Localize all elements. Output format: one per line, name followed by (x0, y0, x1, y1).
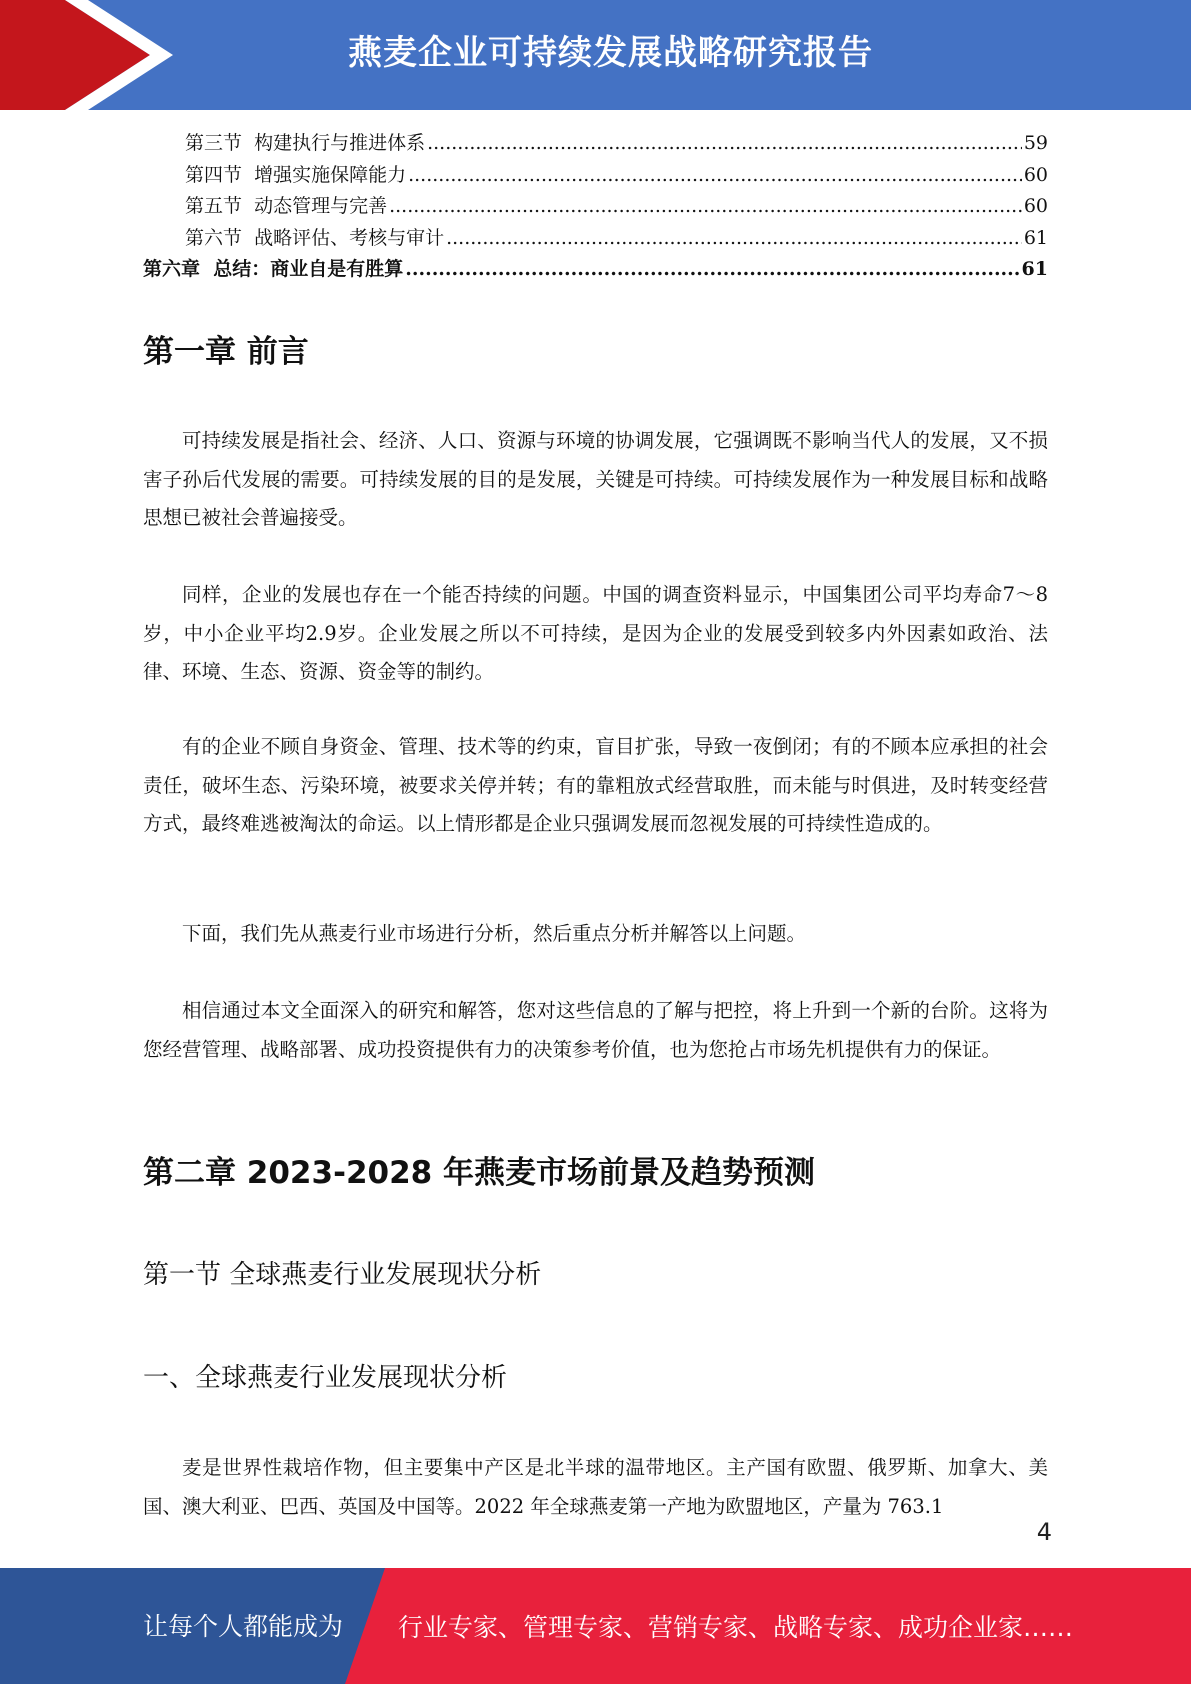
toc-leader-dots (427, 128, 1022, 160)
paragraph: 可持续发展是指社会、经济、人口、资源与环境的协调发展，它强调既不影响当代人的发展，又不损害子孙后代发展的需要。可持续发展的目的是发展，关键是可持续。可持续发展作为一种发展目标和战略思想已被社会普遍接受。 (143, 429, 1048, 529)
toc-entry[interactable] (143, 223, 1048, 255)
toc-entry-title: 第三节 构建执行与推进体系 (185, 132, 426, 154)
toc-entry-page: 61 (1021, 258, 1048, 280)
paragraph: 有的企业不顾自身资金、管理、技术等的约束，盲目扩张，导致一夜倒闭；有的不顾本应承担的社会责任，破坏生态、污染环境，被要求关停并转；有的靠粗放式经营取胜，而未能与时俱进，及时转变经营方式，最终难逃被淘汰的命运。以上情形都是企业只强调发展而忽视发展的可持续性造成的。 (143, 735, 1048, 835)
toc-entry-title: 第六章 总结：商业自是有胜算 (143, 258, 404, 280)
footer-slogan-left: 让每个人都能成为 (143, 1612, 344, 1641)
page-header (0, 0, 1191, 110)
toc-entry[interactable] (143, 191, 1048, 223)
toc-entry-page: 61 (1023, 226, 1048, 249)
report-title: 燕麦企业可持续发展战略研究报告 (348, 33, 873, 73)
paragraph: 下面，我们先从燕麦行业市场进行分析，然后重点分析并解答以上问题。 (182, 922, 807, 945)
toc-entry-title: 第四节 增强实施保障能力 (185, 163, 407, 186)
chapter-1-heading: 第一章 前言 (143, 334, 309, 370)
paragraph: 相信通过本文全面深入的研究和解答，您对这些信息的了解与把控，将上升到一个新的台阶。这将为您经营管理、战略部署、成功投资提供有力的决策参考价值，也为您抢占市场先机提供有力的保证。 (143, 999, 1048, 1061)
page-number: 4 (1036, 1518, 1052, 1546)
toc-entry-page: 59 (1023, 132, 1048, 154)
toc-leader-dots (389, 191, 1022, 223)
section-heading: 第一节 全球燕麦行业发展现状分析 (143, 1260, 542, 1290)
chapter-2-heading: 第二章 2023-2028 年燕麦市场前景及趋势预测 (143, 1155, 816, 1191)
toc-entry[interactable] (143, 160, 1048, 192)
paragraph: 麦是世界性栽培作物，但主要集中产区是北半球的温带地区。主产国有欧盟、俄罗斯、加拿大、美国、澳大利亚、巴西、英国及中国等。2022 年全球燕麦第一产地为欧盟地区，产量为 763.1 (143, 1456, 1048, 1518)
toc-leader-dots (408, 160, 1022, 192)
toc-chapter-entry[interactable] (143, 254, 1048, 286)
toc-leader-dots (446, 223, 1022, 255)
toc-entry-title: 第六节 战略评估、考核与审计 (185, 226, 445, 249)
subsection-heading: 一、全球燕麦行业发展现状分析 (143, 1363, 508, 1393)
footer-slogan-right: 行业专家、管理专家、营销专家、战略专家、成功企业家…… (398, 1613, 1074, 1642)
table-of-contents (143, 128, 1048, 286)
toc-entry-title: 第五节 动态管理与完善 (185, 195, 388, 217)
paragraph: 同样，企业的发展也存在一个能否持续的问题。中国的调查资料显示，中国集团公司平均寿命7～8岁，中小企业平均2.9岁。企业发展之所以不可持续，是因为企业的发展受到较多内外因素如政治、法律、环境、生态、资源、资金等的制约。 (143, 583, 1048, 683)
toc-entry[interactable] (143, 128, 1048, 160)
toc-entry-page: 60 (1023, 163, 1048, 186)
page-footer (0, 1568, 1191, 1684)
toc-leader-dots (405, 254, 1019, 286)
toc-entry-page: 60 (1023, 195, 1048, 217)
